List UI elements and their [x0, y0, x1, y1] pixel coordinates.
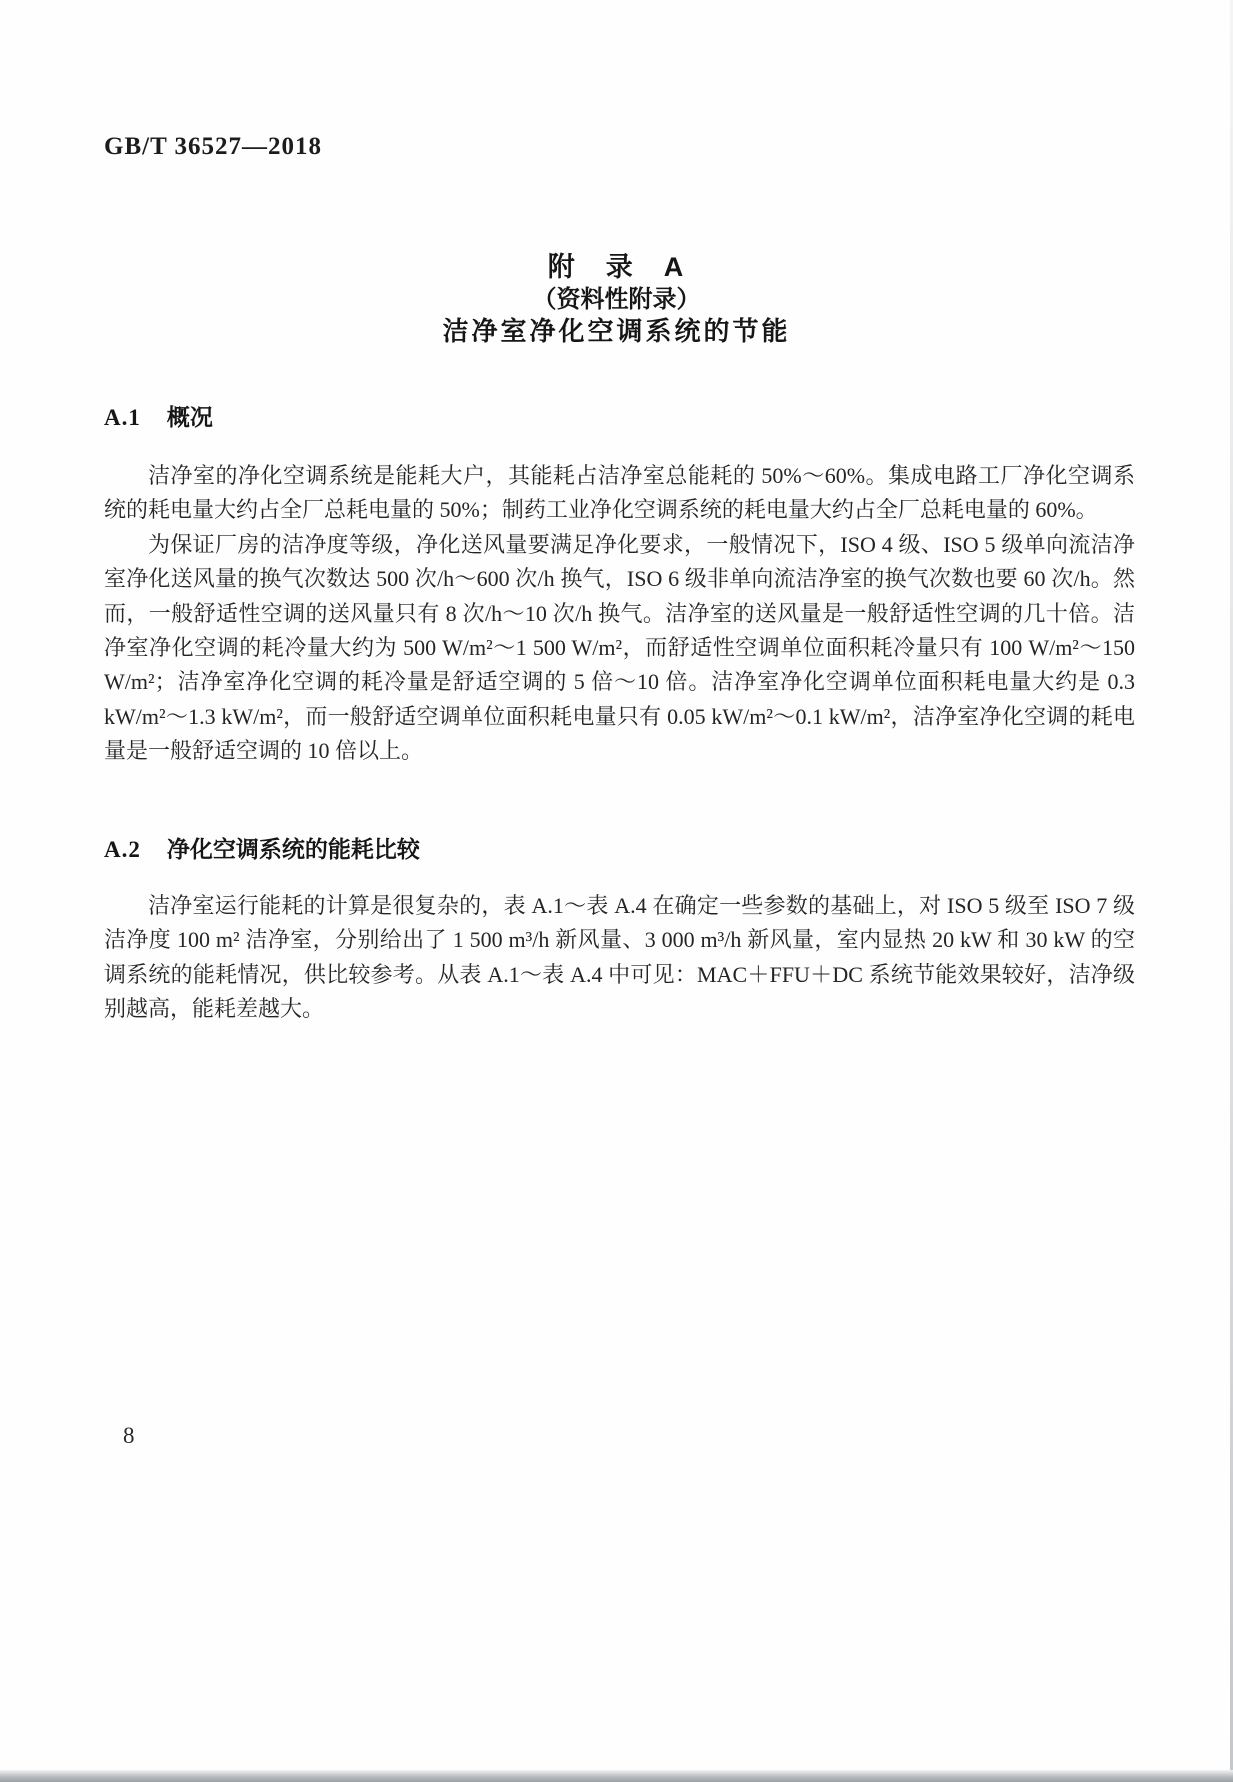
page-number: 8 — [123, 1423, 135, 1448]
section-heading-a1 — [104, 399, 1134, 432]
section-title: 净化空调系统的能耗比较 — [166, 836, 420, 862]
section-title: 概况 — [166, 404, 213, 430]
appendix-title: 洁净室净化空调系统的节能 — [442, 316, 791, 346]
section-a1-body — [104, 459, 1135, 769]
appendix-label: 附 录 A — [547, 252, 686, 282]
paragraph: 洁净室运行能耗的计算是很复杂的，表 A.1～表 A.4 在确定一些参数的基础上，对 ISO 5 级至 ISO 7 级洁净度 100 m² 洁净室，分别给出了 1 500 m³/h 新风量、3 000 m³/h 新风量，室内显热 20 kW 和 30 kW 的空调系统的能耗情况，供比较参考。从表 A.1～表 A.4 中可见：MAC＋FFU＋DC 系统节能效果较好，洁净级别越高，能耗差越大。 — [104, 893, 1135, 1022]
paragraph: 为保证厂房的洁净度等级，净化送风量要满足净化要求，一般情况下，ISO 4 级、ISO 5 级单向流洁净室净化送风量的换气次数达 500 次/h～600 次/h 换气，ISO 6 级非单向流洁净室的换气次数也要 60 次/h。然而，一般舒适性空调的送风量只有 8 次/h～10 次/h 换气。洁净室的送风量是一般舒适性空调的几十倍。洁净室净化空调的耗冷量大约为 500 W/m²～1 500 W/m²，而舒适性空调单位面积耗冷量只有 100 W/m²～150 W/m²；洁净室净化空调的耗冷量是舒适空调的 5 倍～10 倍。洁净室净化空调单位面积耗电量大约是 0.3 kW/m²～1.3 kW/m²，而一般舒适空调单位面积耗电量只有 0.05 kW/m²～0.1 kW/m²，洁净室净化空调的耗电量是一般舒适空调的 10 倍以上。 — [104, 531, 1135, 764]
paragraph: 洁净室的净化空调系统是能耗大户，其能耗占洁净室总能耗的 50%～60%。集成电路工厂净化空调系统的耗电量大约占全厂总耗电量的 50%；制药工业净化空调系统的耗电量大约占全厂总耗电量的 60%。 — [104, 463, 1135, 523]
scan-edge-bottom — [0, 1770, 1233, 1782]
section-heading-a2 — [104, 831, 1134, 864]
section-number: A.1 — [104, 405, 141, 430]
section-number: A.2 — [104, 837, 141, 862]
appendix-type-note: （资料性附录） — [532, 286, 701, 313]
standard-number: GB/T 36527—2018 — [104, 133, 323, 160]
section-a2-body — [104, 889, 1135, 1027]
